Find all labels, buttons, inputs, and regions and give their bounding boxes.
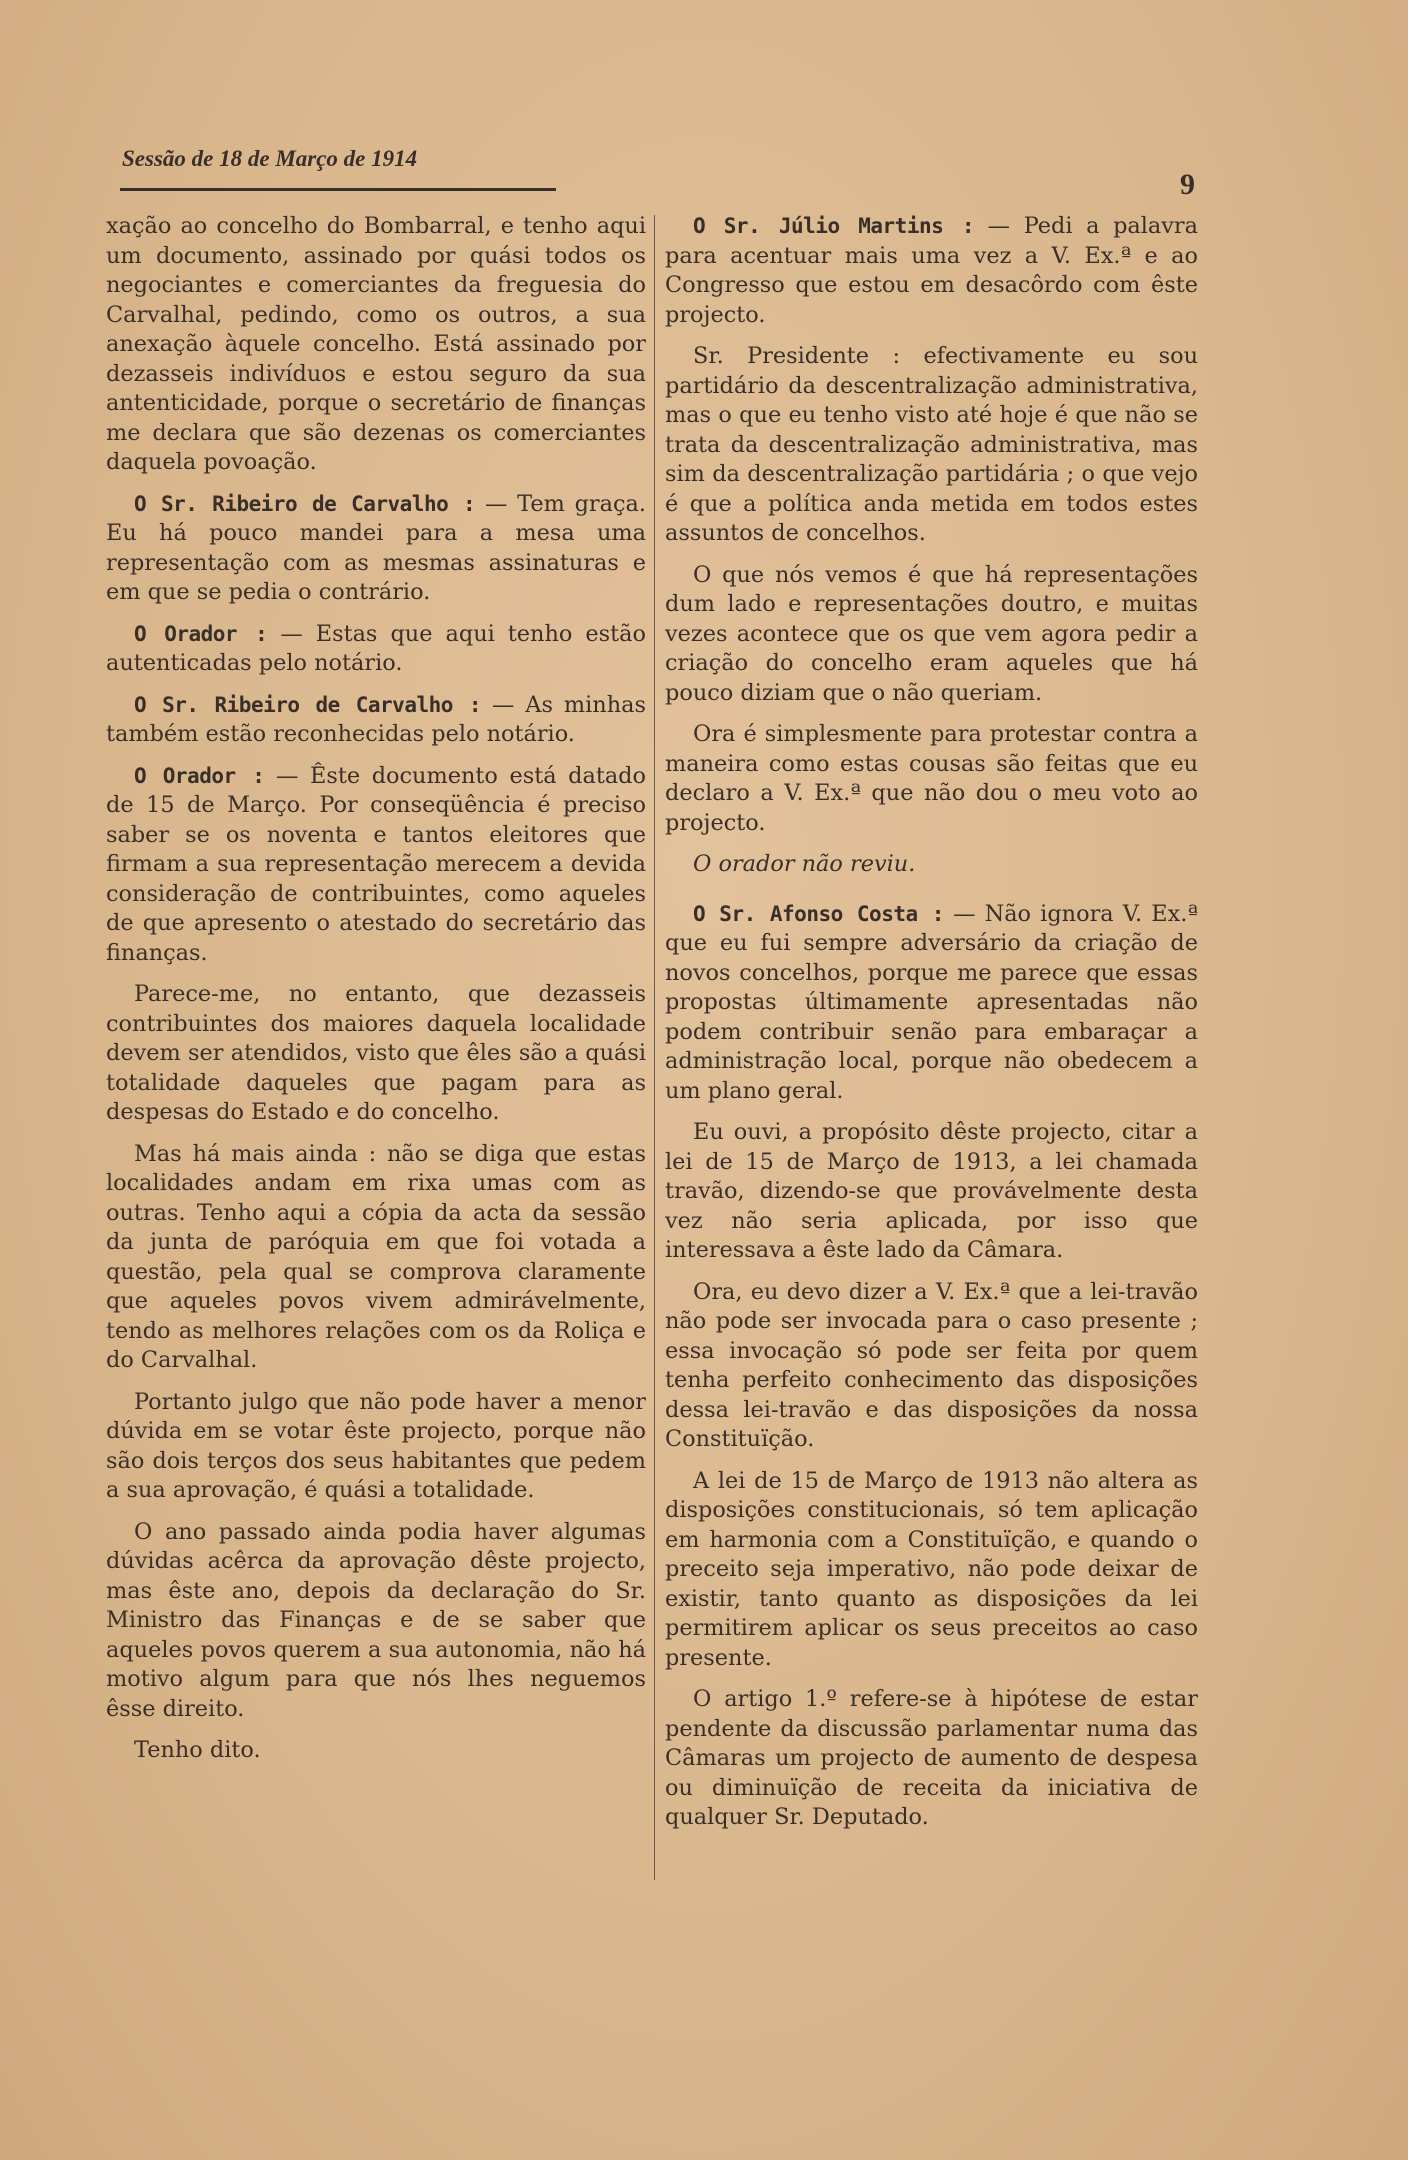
speech-ribeiro-2 (106, 691, 646, 750)
speech-text: — Pedi a palavra para acentuar mais uma vez a V. Ex.ª e ao Congresso que estou em desacôrdo com êste projecto. (665, 213, 1198, 328)
speech-ribeiro-1 (106, 490, 646, 608)
right-column (665, 212, 1198, 1845)
speech-afonso-costa (665, 900, 1198, 1107)
editorial-note: O orador não reviu. (693, 851, 916, 877)
running-head: Sessão de 18 de Março de 1914 (122, 146, 418, 171)
paragraph: Eu ouvi, a propósito dêste projecto, citar a lei de 15 de Março de 1913, a lei chamada travão, dizendo-se que provávelmente desta vez não seria aplicada, por isso que interessava a êste lado da Câmara. (665, 1119, 1198, 1263)
paragraph: Tenho dito. (134, 1737, 261, 1763)
speech-text: — Não ignora V. Ex.ª que eu fui sempre adversário da criação de novos concelhos, porque me parece que essas propostas últimamente apresentadas não podem contribuir senão para embaraçar a administração local, porque não obedecem a um plano geral. (665, 900, 1198, 1104)
speaker-name: O Sr. Ribeiro de Carvalho : (134, 491, 476, 516)
speaker-name: O Sr. Júlio Martins : (693, 214, 975, 238)
paragraph: xação ao concelho do Bombarral, e tenho aqui um documento, assinado por quási todos os negociantes e comerciantes da freguesia do Carvalhal, pedindo, como os outros, a sua anexação àquele concelho. Está assinado por dezasseis indivíduos e estou seguro da sua antenticidade, porque o secretário de finanças me declara que são dezenas os comerciantes daquela povoação. (106, 213, 646, 475)
header-rule (120, 188, 556, 191)
paragraph: O artigo 1.º refere-se à hipótese de estar pendente da discussão parlamentar numa das Câmaras um projecto de aumento de despesa ou diminuïção de receita da iniciativa de qualquer Sr. Deputado. (665, 1686, 1198, 1830)
paragraph: Portanto julgo que não pode haver a menor dúvida em se votar êste projecto, porque não são dois terços dos seus habitantes que pedem a sua aprovação, é quási a totalidade. (106, 1388, 646, 1503)
speaker-name: O Orador : (134, 763, 265, 788)
speech-text: efectivamente eu sou partidário da descentralização administrativa, mas o que eu tenho visto até hoje é que não se trata da descentralização administrativa, mas sim da descentralização partidária ; o que vejo é que a política anda metida em todos estes assuntos de concelhos. (665, 343, 1198, 546)
left-column (106, 212, 646, 1778)
speech-presidente (665, 342, 1198, 549)
paragraph: Mas há mais ainda : não se diga que estas localidades andam em rixa umas com as outras. Tenho aqui a cópia da acta da sessão da junta de paróquia em que foi votada a questão, pela qual se comprova claramente que aqueles povos vivem admirávelmente, tendo as melhores relações com os da Roliça e do Carvalhal. (106, 1140, 646, 1373)
paragraph: Parece-me, no entanto, que dezasseis contribuintes dos maiores daquela localidade devem ser atendidos, visto que êles são a quási totalidade daqueles que pagam para as despesas do Estado e do concelho. (106, 981, 646, 1125)
speaker-name: O Sr. Afonso Costa : (693, 901, 944, 926)
speech-orador-1 (106, 620, 646, 679)
speech-julio-martins (665, 212, 1198, 330)
speech-text: — Estas que aqui tenho estão autenticadas pelo notário. (106, 620, 646, 676)
speaker-name: Sr. Presidente : (693, 343, 901, 369)
paragraph: A lei de 15 de Março de 1913 não altera as disposições constitucionais, só tem aplicação em harmonia com a Constituïção, e quando o preceito seja imperativo, não pode deixar de existir, tanto quanto as disposições da lei permitirem aplicar os seus preceitos ao caso presente. (665, 1467, 1198, 1671)
speaker-name: O Orador : (134, 621, 268, 646)
speech-text: — As minhas também estão reconhecidas pelo notário. (106, 691, 646, 747)
paragraph: O que nós vemos é que há representações dum lado e representações doutro, e muitas vezes acontece que os que vem agora pedir a criação do concelho eram aqueles que há pouco diziam que o não queriam. (665, 561, 1198, 706)
column-divider (654, 215, 655, 1880)
paragraph: O ano passado ainda podia haver algumas dúvidas acêrca da aprovação dêste projecto, mas êste ano, depois da declaração do Sr. Ministro das Finanças e de se saber que aqueles povos querem a sua autonomia, não há motivo algum para que nós lhes neguemos êsse direito. (106, 1518, 646, 1722)
speech-orador-2 (106, 762, 646, 969)
page-number: 9 (1180, 168, 1195, 201)
paragraph: Ora, eu devo dizer a V. Ex.ª que a lei-travão não pode ser invocada para o caso presente ; essa invocação só pode ser feita por quem tenha perfeito conhecimento das disposições dessa lei-travão e das disposições da nossa Constituïção. (665, 1278, 1198, 1452)
speech-text: — Êste documento está datado de 15 de Março. Por conseqüência é preciso saber se os noventa e tantos eleitores que firmam a sua representação merecem a devida consideração de contribuintes, como aqueles de que apresento o atestado do secretário das finanças. (106, 762, 646, 966)
speech-text: — Tem graça. Eu há pouco mandei para a mesa uma representação com as mesmas assinaturas e em que se pedia o contrário. (106, 490, 646, 605)
speaker-name: O Sr. Ribeiro de Carvalho : (134, 692, 482, 717)
paragraph: Ora é simplesmente para protestar contra a maneira como estas cousas são feitas que eu declaro a V. Ex.ª que não dou o meu voto ao projecto. (665, 721, 1198, 836)
